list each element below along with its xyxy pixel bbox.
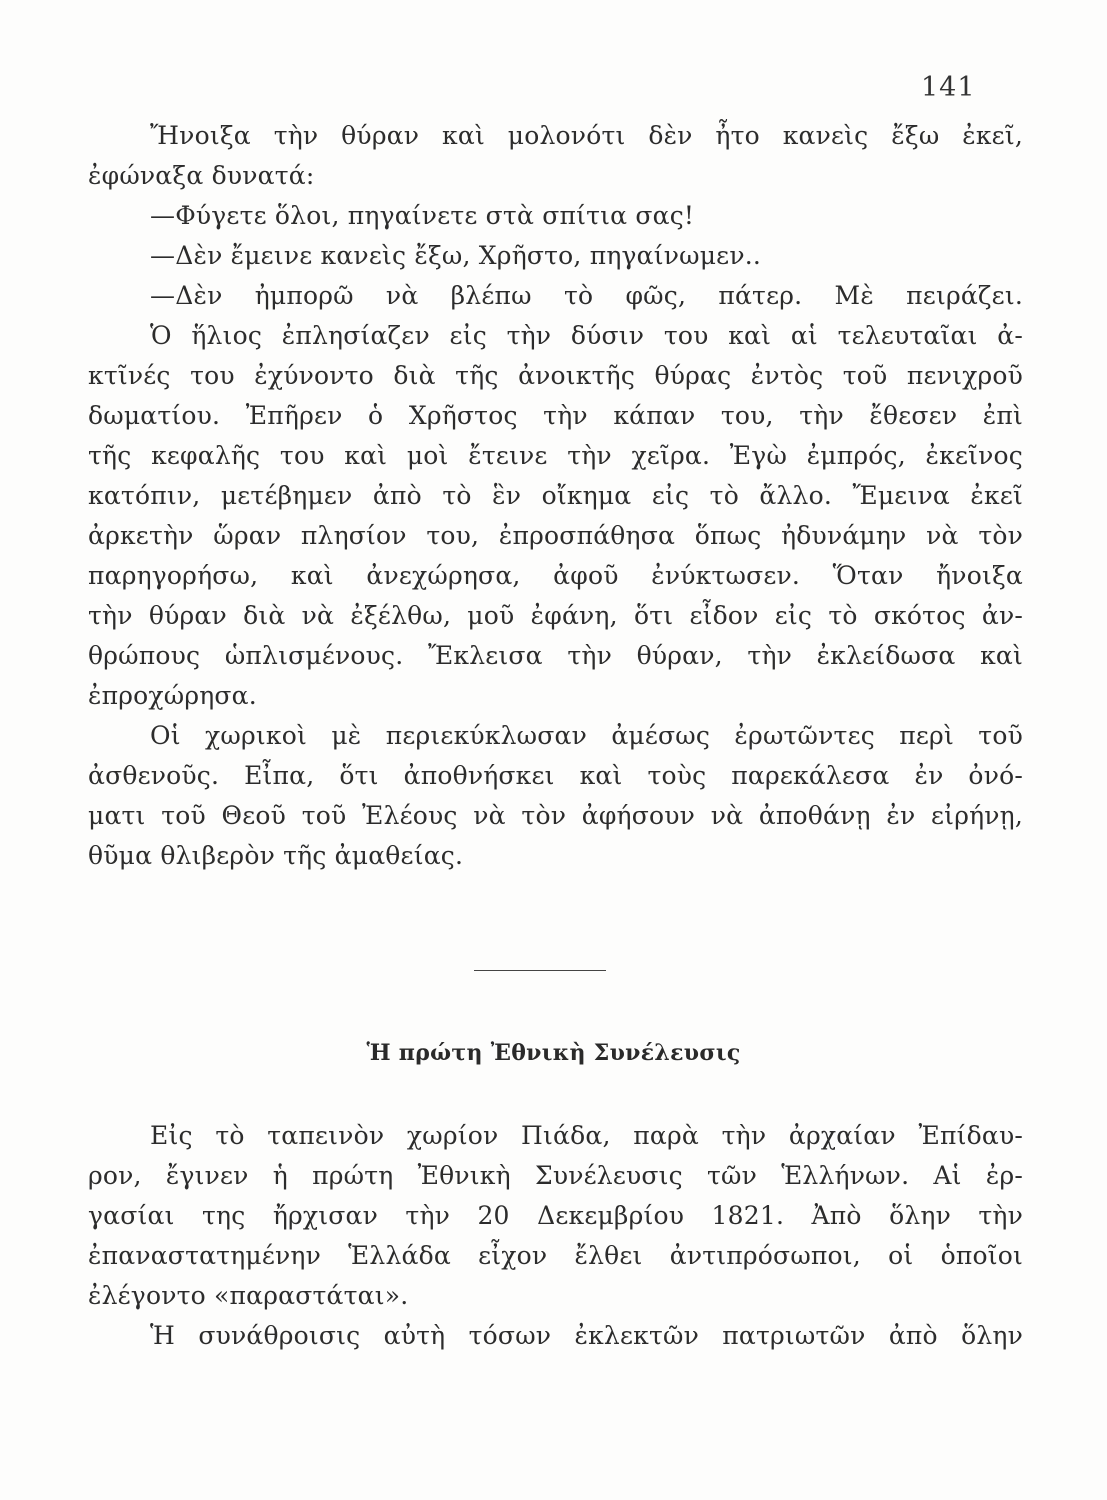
- text-line: ρον, ἔγινεν ἡ πρώτη Ἐθνικὴ Συνέλευσις τῶν Ἑλλήνων. Αἱ ἐρ-: [88, 1161, 1023, 1190]
- text-line: τῆς κεφαλῆς του καὶ μοὶ ἔτεινε τὴν χεῖρα. Ἐγὼ ἐμπρός, ἐκεῖνος: [88, 441, 1023, 470]
- text-line: —Δὲν ἠμπορῶ νὰ βλέπω τὸ φῶς, πάτερ. Μὲ πειράζει.: [150, 281, 1023, 310]
- text-line: Ὁ ἥλιος ἐπλησίαζεν εἰς τὴν δύσιν του καὶ αἱ τελευταῖαι ἀ-: [150, 321, 1023, 350]
- text-line: τὴν θύραν διὰ νὰ ἐξέλθω, μοῦ ἐφάνη, ὅτι εἶδον εἰς τὸ σκότος ἀν-: [88, 601, 1023, 630]
- text-line: ἐπροχώρησα.: [88, 681, 257, 710]
- text-line: θρώπους ὡπλισμένους. Ἔκλεισα τὴν θύραν, τὴν ἐκλείδωσα καὶ: [88, 641, 1023, 670]
- text-line: —Δὲν ἔμεινε κανεὶς ἔξω, Χρῆστο, πηγαίνωμεν..: [150, 241, 762, 270]
- text-line: ἐπαναστατημένην Ἑλλάδα εἶχον ἔλθει ἀντιπρόσωποι, οἱ ὁποῖοι: [88, 1241, 1023, 1270]
- text-line: Εἰς τὸ ταπεινὸν χωρίον Πιάδα, παρὰ τὴν ἀρχαίαν Ἐπίδαυ-: [150, 1121, 1023, 1150]
- story-passage: [88, 116, 1023, 876]
- section-passage: [88, 1116, 1023, 1356]
- section-divider: [474, 970, 606, 971]
- text-line: ἀσθενοῦς. Εἶπα, ὅτι ἀποθνήσκει καὶ τοὺς παρεκάλεσα ἐν ὀνό-: [88, 761, 1023, 790]
- text-line: ἐφώναξα δυνατά:: [88, 161, 315, 190]
- text-line: θῦμα θλιβερὸν τῆς ἀμαθείας.: [88, 841, 464, 870]
- text-line: ἀρκετὴν ὥραν πλησίον του, ἐπροσπάθησα ὅπως ἠδυνάμην νὰ τὸν: [88, 521, 1023, 550]
- text-line: γασίαι της ἤρχισαν τὴν 20 Δεκεμβρίου 1821. Ἀπὸ ὅλην τὴν: [88, 1201, 1023, 1230]
- text-line: Ἡ συνάθροισις αὐτὴ τόσων ἐκλεκτῶν πατριωτῶν ἀπὸ ὅλην: [150, 1321, 1023, 1350]
- text-line: —Φύγετε ὅλοι, πηγαίνετε στὰ σπίτια σας!: [150, 201, 695, 230]
- section-heading: Ἡ πρώτη Ἐθνικὴ Συνέλευσις: [366, 1040, 741, 1066]
- page-number: 141: [921, 72, 976, 103]
- text-line: κτῖνές του ἐχύνοντο διὰ τῆς ἀνοικτῆς θύρας ἐντὸς τοῦ πενιχροῦ: [88, 361, 1023, 390]
- text-line: παρηγορήσω, καὶ ἀνεχώρησα, ἀφοῦ ἐνύκτωσεν. Ὅταν ἤνοιξα: [88, 561, 1023, 590]
- text-line: Οἱ χωρικοὶ μὲ περιεκύκλωσαν ἀμέσως ἐρωτῶντες περὶ τοῦ: [150, 721, 1023, 750]
- text-line: κατόπιν, μετέβημεν ἀπὸ τὸ ἓν οἴκημα εἰς τὸ ἄλλο. Ἔμεινα ἐκεῖ: [88, 481, 1023, 510]
- text-line: ἐλέγοντο «παραστάται».: [88, 1281, 409, 1310]
- text-line: Ἤνοιξα τὴν θύραν καὶ μολονότι δὲν ἦτο κανεὶς ἔξω ἐκεῖ,: [150, 121, 1023, 150]
- text-line: ματι τοῦ Θεοῦ τοῦ Ἐλέους νὰ τὸν ἀφήσουν νὰ ἀποθάνῃ ἐν εἰρήνῃ,: [88, 801, 1023, 830]
- text-line: δωματίου. Ἐπῆρεν ὁ Χρῆστος τὴν κάπαν του, τὴν ἔθεσεν ἐπὶ: [88, 401, 1023, 430]
